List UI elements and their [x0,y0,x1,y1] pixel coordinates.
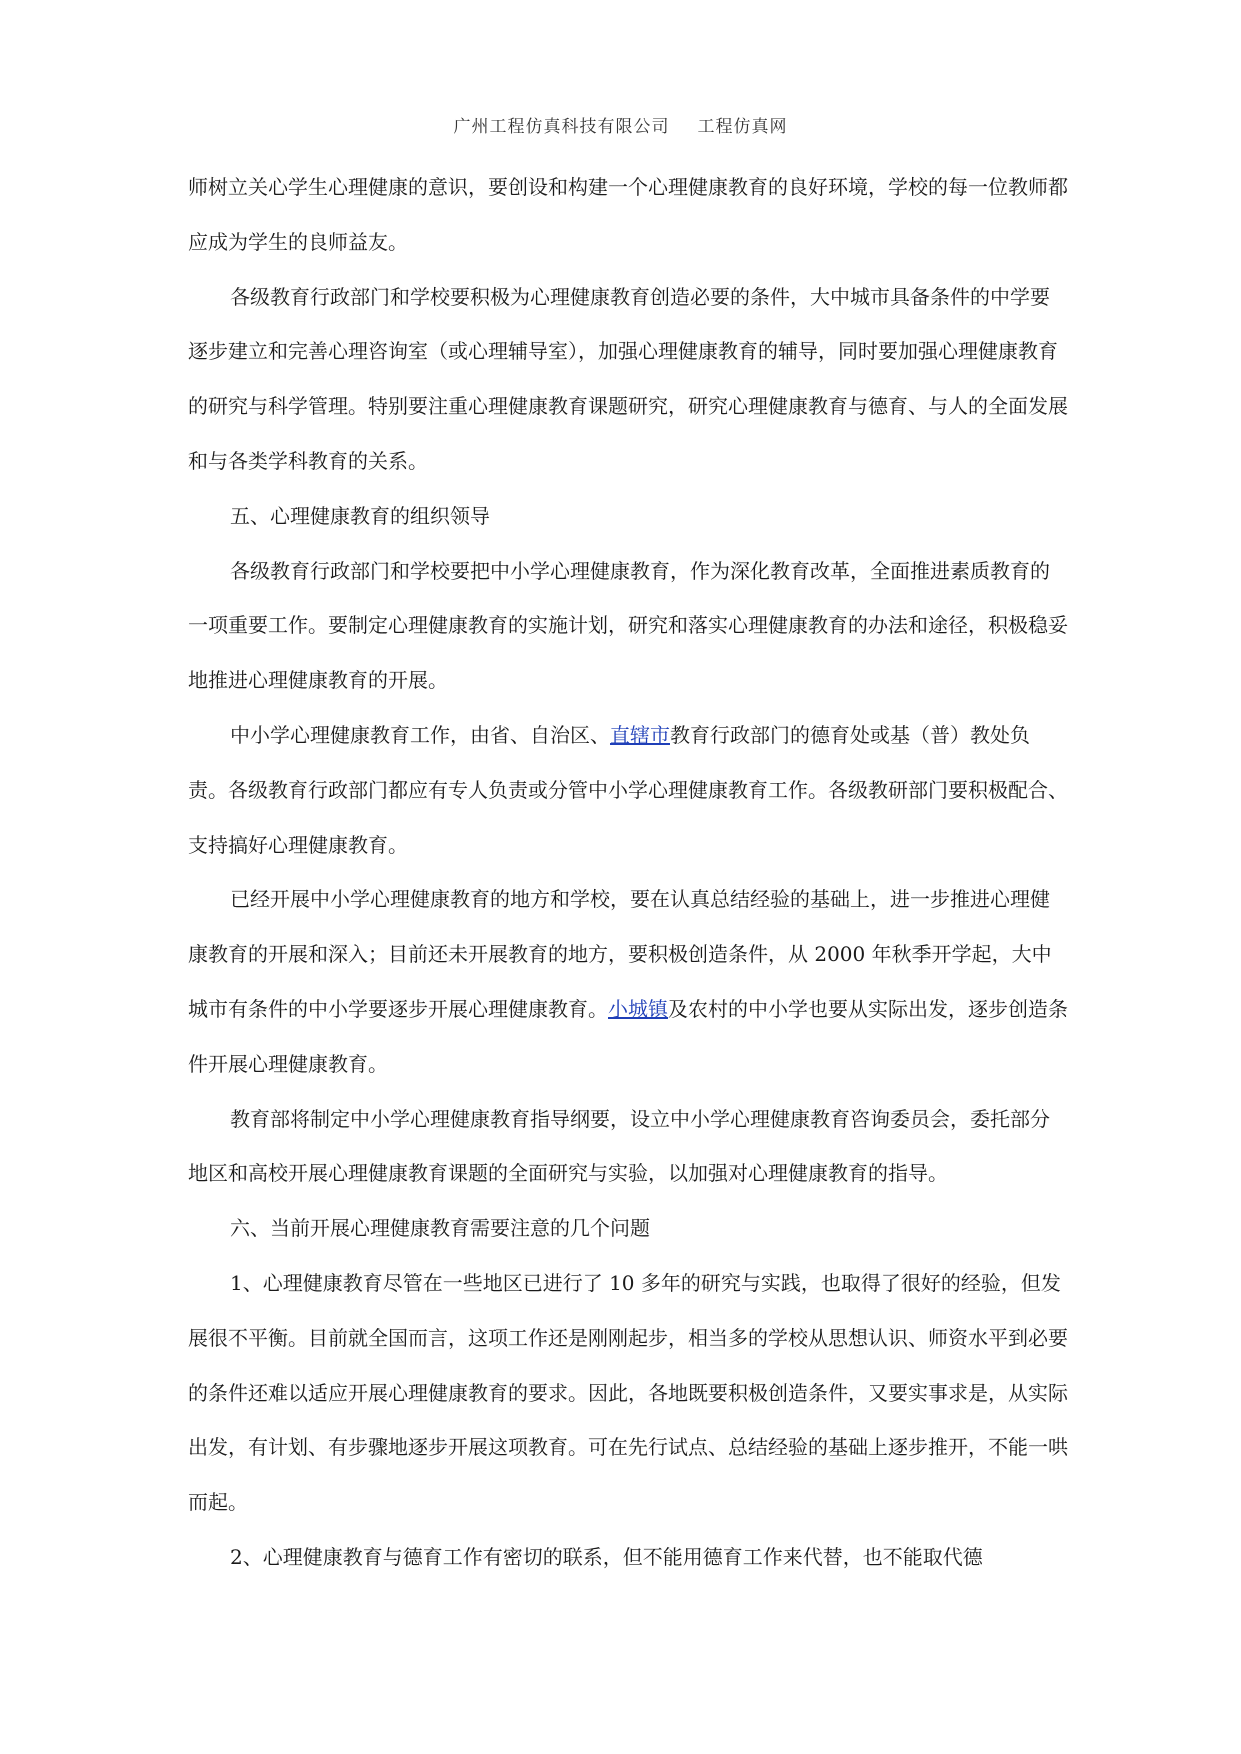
section-heading-6: 六、当前开展心理健康教育需要注意的几个问题 [230,1216,650,1241]
paragraph-4 [188,708,1068,872]
paragraph-5 [188,872,1068,1091]
paragraph-1: 师树立关心学生心理健康的意识，要创设和构建一个心理健康教育的良好环境，学校的每一位教师都应成为学生的良师益友。 [188,175,1068,254]
paragraph-8: 2、心理健康教育与德育工作有密切的联系，但不能用德育工作来代替，也不能取代德 [230,1544,983,1569]
page-header [0,112,1241,137]
header-site: 工程仿真网 [697,117,788,137]
link-zhixiashi[interactable]: 直辖市 [610,722,670,747]
paragraph-5-text-a: 已经开展中小学心理健康教育的地方和学校，要在认真总结经验的基础上，进一步推进心理健康教育的开展和深入；目前还未开展教育的地方，要积极创造条件，从 2000 年秋季开学起，大中城市有条件的中小学要逐步开展心理健康教育。 [188,887,1052,1021]
paragraph-4-text-a: 中小学心理健康教育工作，由省、自治区、 [230,722,610,747]
header-company: 广州工程仿真科技有限公司 [453,117,670,137]
paragraph-2: 各级教育行政部门和学校要积极为心理健康教育创造必要的条件，大中城市具备条件的中学要逐步建立和完善心理咨询室（或心理辅导室），加强心理健康教育的辅导，同时要加强心理健康教育的研究与科学管理。特别要注重心理健康教育课题研究，研究心理健康教育与德育、与人的全面发展和与各类学科教育的关系。 [188,284,1068,473]
document-body [188,160,1068,1585]
link-xiaochengzhen[interactable]: 小城镇 [608,996,668,1021]
paragraph-7: 1、心理健康教育尽管在一些地区已进行了 10 多年的研究与实践，也取得了很好的经验，但发展很不平衡。目前就全国而言，这项工作还是刚刚起步，相当多的学校从思想认识、师资水平到必要的条件还难以适应开展心理健康教育的要求。因此，各地既要积极创造条件，又要实事求是，从实际出发，有计划、有步骤地逐步开展这项教育。可在先行试点、总结经验的基础上逐步推开，不能一哄而起。 [188,1270,1068,1515]
paragraph-3: 各级教育行政部门和学校要把中小学心理健康教育，作为深化教育改革，全面推进素质教育的一项重要工作。要制定心理健康教育的实施计划，研究和落实心理健康教育的办法和途径，积极稳妥地推进心理健康教育的开展。 [188,558,1068,693]
section-heading-5: 五、心理健康教育的组织领导 [230,503,490,528]
paragraph-5-text-b: 及农村的中小学也要从实际出发，逐步创造条件开展心理健康教育。 [188,996,1068,1076]
paragraph-4-text-b: 教育行政部门的德育处或基（普）教处负责。各级教育行政部门都应有专人负责或分管中小学心理健康教育工作。各级教研部门要积极配合、支持搞好心理健康教育。 [188,722,1068,857]
paragraph-6: 教育部将制定中小学心理健康教育指导纲要，设立中小学心理健康教育咨询委员会，委托部分地区和高校开展心理健康教育课题的全面研究与实验，以加强对心理健康教育的指导。 [188,1106,1050,1186]
